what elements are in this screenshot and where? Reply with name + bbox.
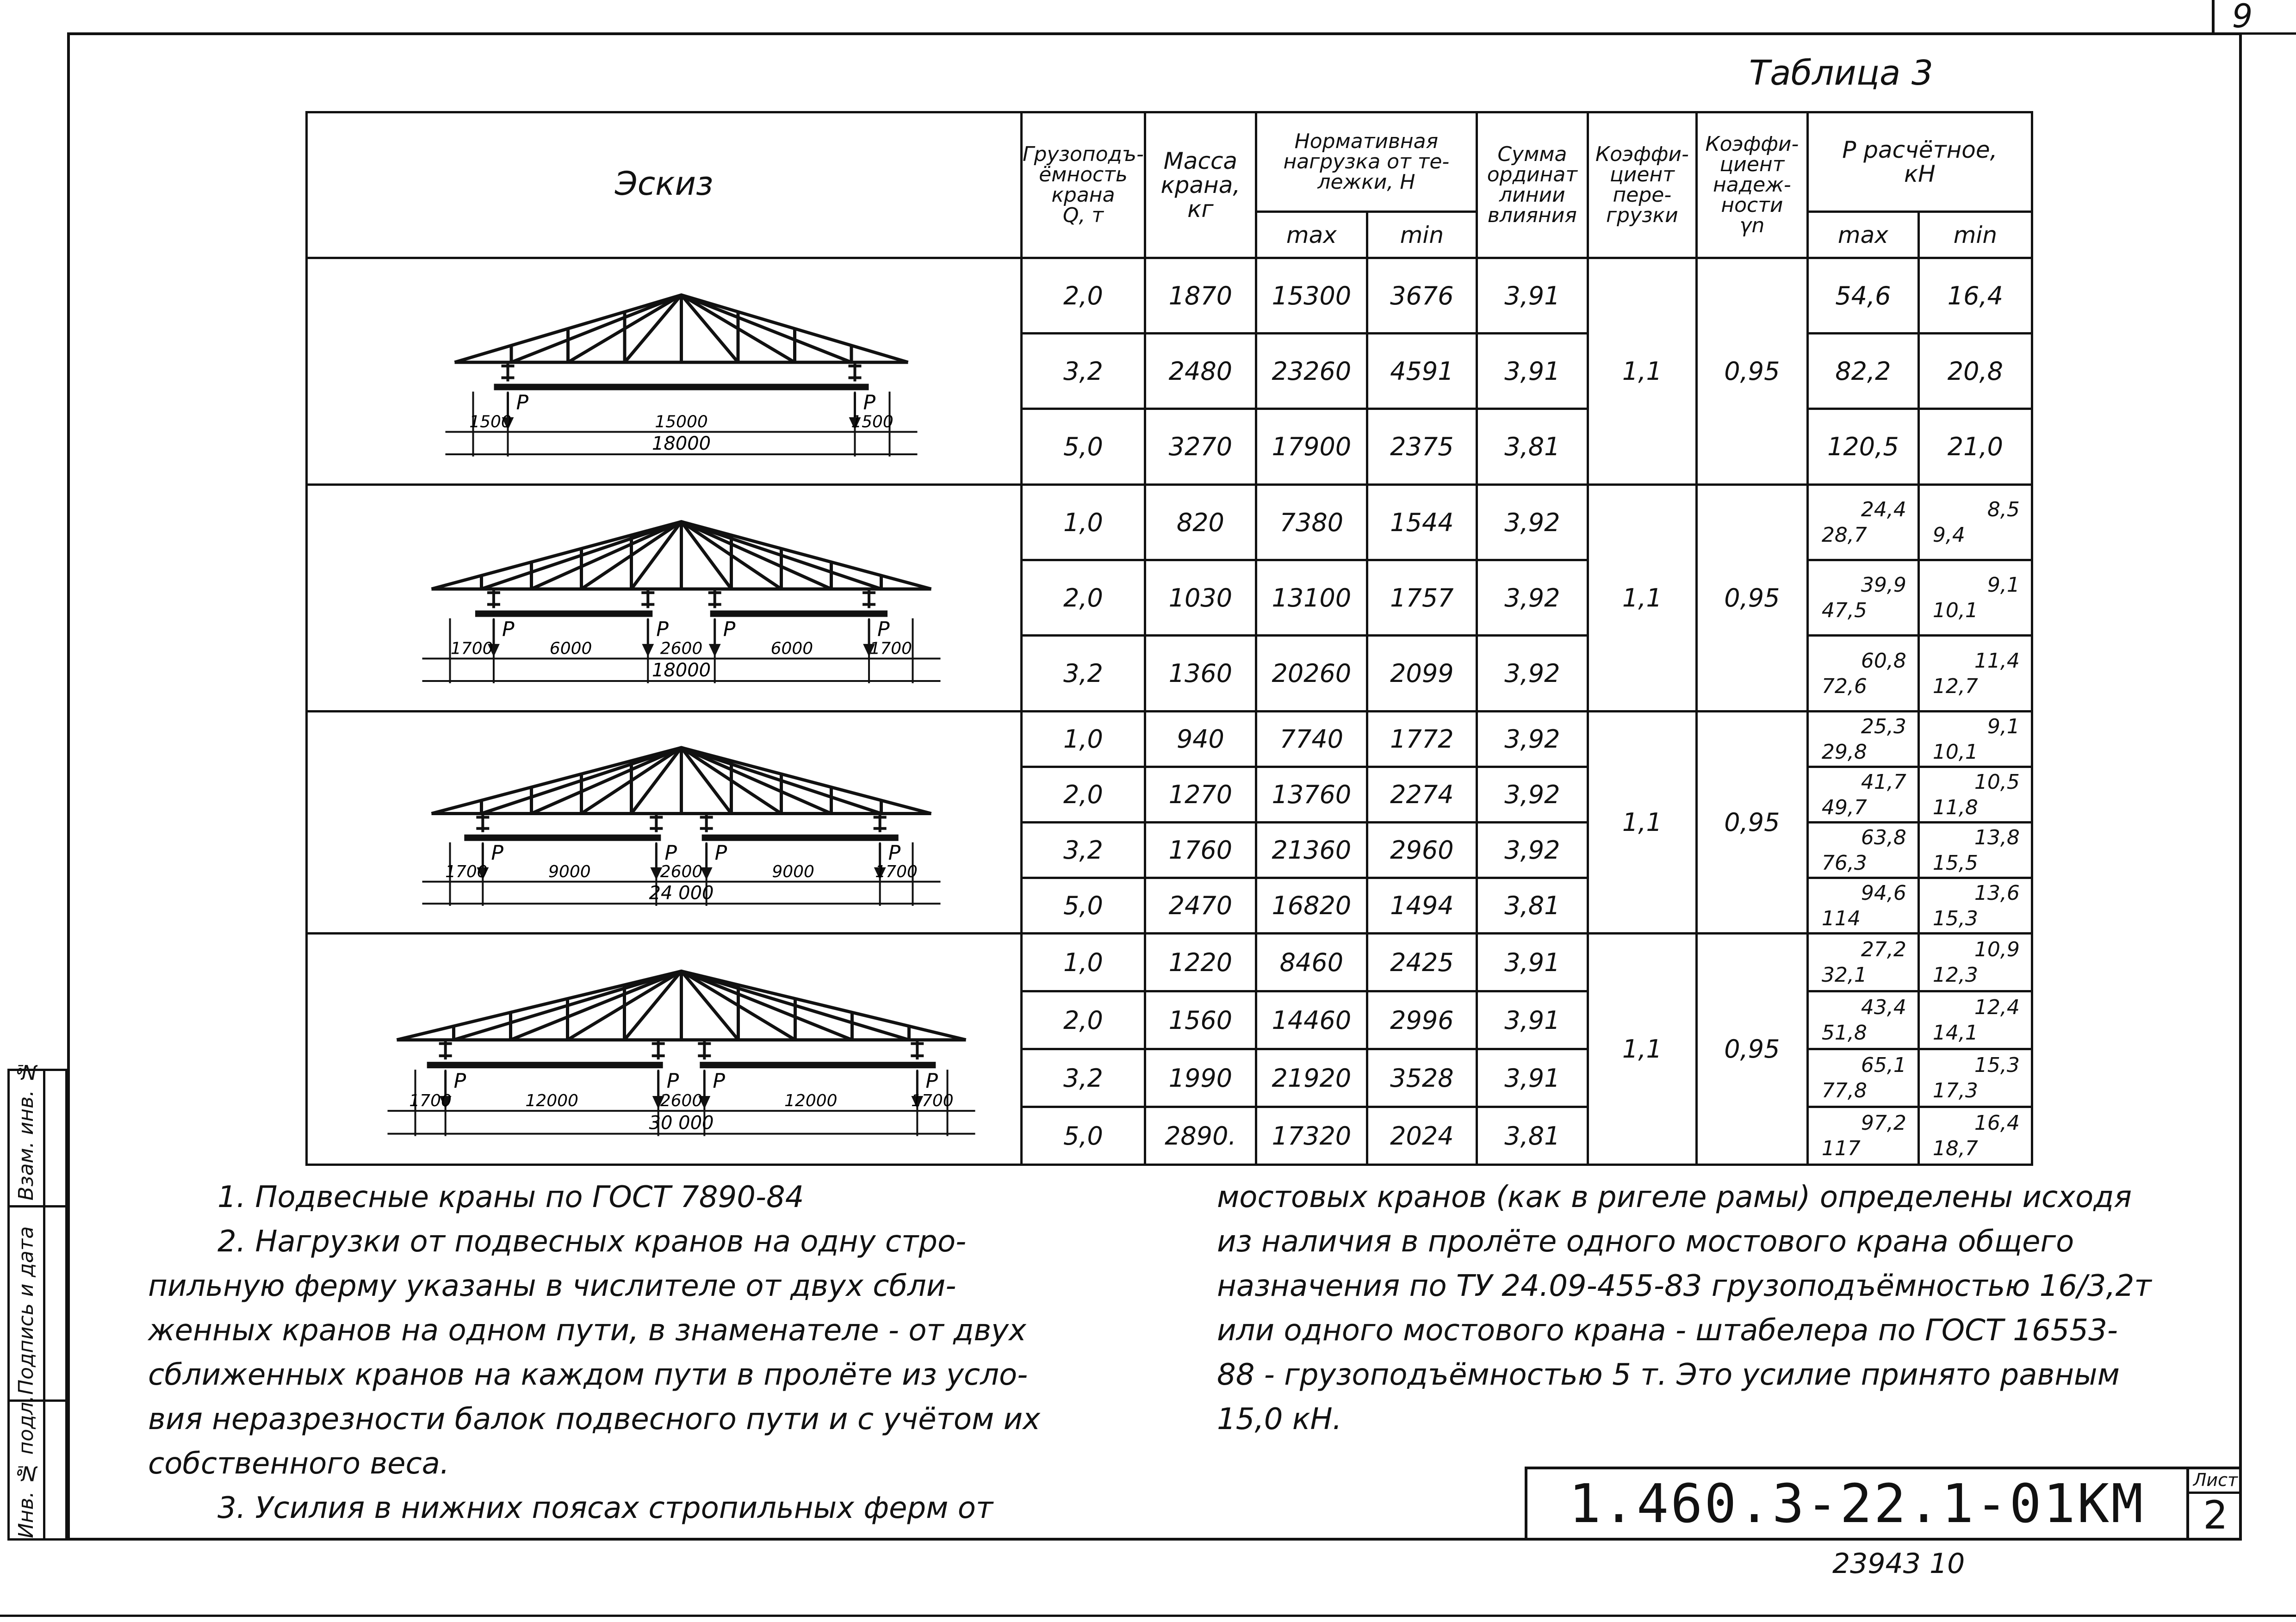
design-load-min xyxy=(1918,767,2032,823)
design-load-max xyxy=(1807,767,1918,823)
note-line: 15,0 кН. xyxy=(1217,1402,1342,1436)
denominator: 11,4 xyxy=(1974,649,2020,673)
archive-number: 23943 10 xyxy=(1832,1548,1965,1580)
load-label: P xyxy=(664,841,677,865)
sheet-number-box xyxy=(2186,1467,2242,1541)
header-reliability-factor: Коэффи- циент надеж- ности γn xyxy=(1696,112,1807,258)
sum-ordinates: 3,92 xyxy=(1477,485,1588,560)
sum-ordinates: 3,91 xyxy=(1477,1049,1588,1107)
crane-capacity: 2,0 xyxy=(1022,560,1145,636)
denominator: 13,8 xyxy=(1974,825,2020,849)
crane-capacity: 3,2 xyxy=(1022,1049,1145,1107)
design-load-max: 82,2 xyxy=(1807,334,1918,409)
notes-right xyxy=(1217,1175,2212,1442)
crane-mass: 2470 xyxy=(1145,878,1256,934)
note-line: или одного мостового крана - штабелера по ГОСТ 16553- xyxy=(1217,1313,2118,1348)
crane-hanger xyxy=(439,1040,452,1059)
design-load-min: 16,4 xyxy=(1918,258,2032,334)
load-label: P xyxy=(877,617,890,641)
crane-capacity: 2,0 xyxy=(1022,258,1145,334)
load-max: 17320 xyxy=(1256,1107,1367,1165)
numerator: 47,5 xyxy=(1821,599,1867,622)
crane-hanger xyxy=(476,814,489,832)
header-sketch: Эскиз xyxy=(307,112,1022,258)
load-min: 2425 xyxy=(1367,934,1477,991)
dimension-label: 1700 xyxy=(875,862,918,881)
load-label: P xyxy=(656,617,669,641)
side-stamp xyxy=(7,1060,68,1541)
denominator: 16,4 xyxy=(1974,1111,2020,1135)
crane-capacity: 5,0 xyxy=(1022,1107,1145,1165)
design-load-max xyxy=(1807,1049,1918,1107)
note-line: 1. Подвесные краны по ГОСТ 7890-84 xyxy=(217,1180,804,1214)
crane-capacity: 2,0 xyxy=(1022,991,1145,1049)
denominator: 13,6 xyxy=(1974,881,2020,905)
truss-sketch xyxy=(308,486,1018,710)
overload-factor: 1,1 xyxy=(1588,258,1696,485)
crane-hanger xyxy=(863,589,875,608)
design-load-min xyxy=(1918,560,2032,636)
overload-factor: 1,1 xyxy=(1588,712,1696,934)
note-line: собственного веса. xyxy=(148,1447,450,1481)
design-load-max xyxy=(1807,712,1918,767)
truss-sketch-cell xyxy=(307,712,1022,934)
table-title: Таблица 3 xyxy=(1749,53,1933,93)
overload-factor: 1,1 xyxy=(1588,934,1696,1165)
crane-hanger xyxy=(849,362,862,381)
load-min: 2960 xyxy=(1367,823,1477,878)
numerator: 12,7 xyxy=(1932,674,1978,698)
dimension-label: 9000 xyxy=(548,862,591,881)
design-load-min xyxy=(1918,485,2032,560)
crane-mass: 1760 xyxy=(1145,823,1256,878)
sheet-label: Лист xyxy=(2189,1469,2242,1494)
dimension-label: 9000 xyxy=(772,862,814,881)
load-label: P xyxy=(713,1069,725,1093)
load-min: 2024 xyxy=(1367,1107,1477,1165)
numerator: 12,3 xyxy=(1932,963,1978,987)
overload-factor: 1,1 xyxy=(1588,485,1696,712)
reliability-factor: 0,95 xyxy=(1696,712,1807,934)
drawing-code: 1.460.3-22.1-01КМ xyxy=(1525,1467,2186,1541)
load-min: 1494 xyxy=(1367,878,1477,934)
crane-mass: 1990 xyxy=(1145,1049,1256,1107)
dimension-label: 2600 xyxy=(660,862,703,881)
side-stamp-inventory: Инв. № подл. xyxy=(14,1395,38,1538)
dimension-label: 1500 xyxy=(851,412,894,432)
denominator: 63,8 xyxy=(1861,825,1906,849)
sheet-corner-number: 9 xyxy=(2212,0,2270,35)
numerator: 72,6 xyxy=(1821,674,1867,698)
load-max: 21360 xyxy=(1256,823,1367,878)
reliability-factor: 0,95 xyxy=(1696,258,1807,485)
crane-hanger xyxy=(700,814,713,832)
dimension-label: 12000 xyxy=(525,1091,578,1111)
crane-capacity: 2,0 xyxy=(1022,767,1145,823)
crane-mass: 1870 xyxy=(1145,258,1256,334)
denominator: 9,1 xyxy=(1987,714,2020,738)
numerator: 29,8 xyxy=(1821,740,1867,764)
crane-mass: 820 xyxy=(1145,485,1256,560)
sum-ordinates: 3,92 xyxy=(1477,823,1588,878)
numerator: 114 xyxy=(1821,906,1861,930)
sum-ordinates: 3,91 xyxy=(1477,258,1588,334)
note-line: из наличия в пролёте одного мостового крана общего xyxy=(1217,1225,2074,1259)
load-min: 1544 xyxy=(1367,485,1477,560)
load-label: P xyxy=(502,617,515,641)
design-load-min xyxy=(1918,712,2032,767)
crane-mass: 2480 xyxy=(1145,334,1256,409)
crane-capacity: 1,0 xyxy=(1022,712,1145,767)
dimension-label: 1700 xyxy=(445,862,488,881)
dimension-label: 15000 xyxy=(655,412,708,432)
note-line: сближенных кранов на каждом пути в пролёте из усло- xyxy=(148,1358,1028,1392)
design-load-max xyxy=(1807,878,1918,934)
denominator: 24,4 xyxy=(1861,498,1906,521)
note-line: женных кранов на одном пути, в знаменателе - от двух xyxy=(148,1313,1026,1348)
truss-sketch-cell xyxy=(307,258,1022,485)
numerator: 117 xyxy=(1821,1137,1861,1160)
load-max: 7380 xyxy=(1256,485,1367,560)
notes-left xyxy=(148,1175,1171,1530)
crane-hanger xyxy=(708,589,721,608)
header-sum-ordinates: Сумма ординат линии влияния xyxy=(1477,112,1588,258)
sum-ordinates: 3,92 xyxy=(1477,560,1588,636)
crane-capacity: 1,0 xyxy=(1022,485,1145,560)
numerator: 18,7 xyxy=(1932,1137,1978,1160)
table-row xyxy=(307,712,2032,767)
dimension-label: 1700 xyxy=(409,1091,452,1111)
load-label: P xyxy=(863,390,876,415)
numerator: 77,8 xyxy=(1821,1079,1867,1102)
load-label: P xyxy=(925,1069,938,1093)
crane-mass: 1560 xyxy=(1145,991,1256,1049)
header-overload-factor: Коэффи- циент пере- грузки xyxy=(1588,112,1696,258)
design-load-max xyxy=(1807,560,1918,636)
note-line: 88 - грузоподъёмностью 5 т. Это усилие принято равным xyxy=(1217,1358,2120,1392)
crane-capacity: 1,0 xyxy=(1022,934,1145,991)
design-load-max xyxy=(1807,934,1918,991)
load-max: 7740 xyxy=(1256,712,1367,767)
load-label: P xyxy=(714,841,727,865)
denominator: 27,2 xyxy=(1861,938,1906,961)
load-max: 13760 xyxy=(1256,767,1367,823)
load-max: 21920 xyxy=(1256,1049,1367,1107)
sum-ordinates: 3,81 xyxy=(1477,878,1588,934)
crane-hanger xyxy=(641,589,654,608)
denominator: 41,7 xyxy=(1861,770,1906,794)
table-row xyxy=(307,258,2032,334)
denominator: 43,4 xyxy=(1861,996,1906,1019)
numerator: 15,3 xyxy=(1932,906,1978,930)
load-max: 8460 xyxy=(1256,934,1367,991)
sum-ordinates: 3,81 xyxy=(1477,1107,1588,1165)
numerator: 49,7 xyxy=(1821,795,1867,819)
load-min: 2099 xyxy=(1367,636,1477,712)
dimension-label: 6000 xyxy=(549,639,592,658)
design-load-min xyxy=(1918,878,2032,934)
crane-load-table xyxy=(305,111,2033,1166)
dimension-label: 2600 xyxy=(660,639,703,658)
load-max: 17900 xyxy=(1256,409,1367,485)
design-load-min xyxy=(1918,991,2032,1049)
dimension-label: 1700 xyxy=(450,639,493,658)
dimension-label: 6000 xyxy=(770,639,813,658)
design-load-max xyxy=(1807,823,1918,878)
header-design-load: P расчётное, кН xyxy=(1807,112,2032,212)
denominator: 65,1 xyxy=(1861,1053,1906,1077)
note-line: мостовых кранов (как в ригеле рамы) определены исходя xyxy=(1217,1180,2132,1214)
design-load-max xyxy=(1807,991,1918,1049)
denominator: 12,4 xyxy=(1974,996,2020,1019)
load-min: 4591 xyxy=(1367,334,1477,409)
truss-sketch-cell xyxy=(307,485,1022,712)
design-load-max xyxy=(1807,1107,1918,1165)
crane-hanger xyxy=(487,589,500,608)
truss-sketch xyxy=(308,259,1018,483)
header-load-max: max xyxy=(1256,212,1367,258)
numerator: 10,1 xyxy=(1932,599,1978,622)
crane-hanger xyxy=(698,1040,711,1059)
dimension-label: 1700 xyxy=(869,639,912,658)
design-load-min xyxy=(1918,934,2032,991)
side-stamp-divider xyxy=(43,1071,45,1538)
reliability-factor: 0,95 xyxy=(1696,485,1807,712)
truss-sketch xyxy=(308,712,1018,932)
side-stamp-replacement: Взам. инв. № xyxy=(14,1060,38,1201)
load-min: 2274 xyxy=(1367,767,1477,823)
load-max: 16820 xyxy=(1256,878,1367,934)
numerator: 10,1 xyxy=(1932,740,1978,764)
design-load-min xyxy=(1918,636,2032,712)
crane-capacity: 3,2 xyxy=(1022,823,1145,878)
design-load-max xyxy=(1807,636,1918,712)
numerator: 9,4 xyxy=(1932,523,1965,547)
sum-ordinates: 3,81 xyxy=(1477,409,1588,485)
crane-hanger xyxy=(650,814,663,832)
load-min: 1757 xyxy=(1367,560,1477,636)
note-line: 2. Нагрузки от подвесных кранов на одну стро- xyxy=(217,1225,967,1259)
truss-sketch xyxy=(308,935,1018,1164)
load-max: 23260 xyxy=(1256,334,1367,409)
design-load-min: 20,8 xyxy=(1918,334,2032,409)
load-label: P xyxy=(888,841,901,865)
denominator: 8,5 xyxy=(1987,498,2020,521)
crane-mass: 1270 xyxy=(1145,767,1256,823)
crane-mass: 1030 xyxy=(1145,560,1256,636)
table-row xyxy=(307,485,2032,560)
design-load-min xyxy=(1918,1049,2032,1107)
header-design-max: max xyxy=(1807,212,1918,258)
truss-sketch-cell xyxy=(307,934,1022,1165)
numerator: 28,7 xyxy=(1821,523,1867,547)
total-dimension-label: 24 000 xyxy=(649,882,714,904)
design-load-min xyxy=(1918,823,2032,878)
denominator: 10,5 xyxy=(1974,770,2020,794)
side-stamp-signature: Подпись и дата xyxy=(14,1226,38,1395)
header-capacity: Грузоподъ- ёмность крана Q, т xyxy=(1022,112,1145,258)
sheet-number: 2 xyxy=(2203,1492,2228,1538)
crane-mass: 1220 xyxy=(1145,934,1256,991)
side-stamp-divider xyxy=(10,1205,65,1207)
numerator: 32,1 xyxy=(1821,963,1867,987)
design-load-min: 21,0 xyxy=(1918,409,2032,485)
crane-capacity: 5,0 xyxy=(1022,409,1145,485)
sum-ordinates: 3,91 xyxy=(1477,991,1588,1049)
numerator: 76,3 xyxy=(1821,851,1867,875)
numerator: 17,3 xyxy=(1932,1079,1978,1102)
crane-mass: 2890. xyxy=(1145,1107,1256,1165)
crane-hanger xyxy=(874,814,887,832)
load-label: P xyxy=(453,1069,466,1093)
load-max: 14460 xyxy=(1256,991,1367,1049)
crane-mass: 3270 xyxy=(1145,409,1256,485)
bottom-border-line xyxy=(0,1615,2296,1617)
denominator: 9,1 xyxy=(1987,573,2020,597)
load-min: 2375 xyxy=(1367,409,1477,485)
design-load-max xyxy=(1807,485,1918,560)
note-line: пильную ферму указаны в числителе от двух сбли- xyxy=(148,1269,956,1303)
numerator: 51,8 xyxy=(1821,1021,1867,1045)
numerator: 11,8 xyxy=(1932,795,1978,819)
numerator: 15,5 xyxy=(1932,851,1978,875)
design-load-max: 120,5 xyxy=(1807,409,1918,485)
sum-ordinates: 3,92 xyxy=(1477,636,1588,712)
denominator: 25,3 xyxy=(1861,714,1906,738)
crane-capacity: 5,0 xyxy=(1022,878,1145,934)
load-label: P xyxy=(666,1069,679,1093)
note-line: назначения по ТУ 24.09-455-83 грузоподъёмностью 16/3,2т xyxy=(1217,1269,2152,1303)
load-label: P xyxy=(723,617,736,641)
sum-ordinates: 3,91 xyxy=(1477,334,1588,409)
denominator: 39,9 xyxy=(1861,573,1906,597)
header-normative-load: Нормативная нагрузка от те- лежки, Н xyxy=(1256,112,1477,212)
crane-mass: 1360 xyxy=(1145,636,1256,712)
dimension-label: 2600 xyxy=(660,1091,703,1111)
load-max: 20260 xyxy=(1256,636,1367,712)
total-dimension-label: 18000 xyxy=(652,433,711,454)
note-line: 3. Усилия в нижних поясах стропильных ферм от xyxy=(217,1491,993,1525)
reliability-factor: 0,95 xyxy=(1696,934,1807,1165)
total-dimension-label: 18000 xyxy=(652,659,711,681)
crane-hanger xyxy=(911,1040,924,1059)
load-max: 13100 xyxy=(1256,560,1367,636)
sum-ordinates: 3,92 xyxy=(1477,767,1588,823)
crane-capacity: 3,2 xyxy=(1022,334,1145,409)
crane-mass: 940 xyxy=(1145,712,1256,767)
dimension-label: 1500 xyxy=(469,412,512,432)
load-min: 3528 xyxy=(1367,1049,1477,1107)
load-min: 3676 xyxy=(1367,258,1477,334)
total-dimension-label: 30 000 xyxy=(649,1112,714,1134)
design-load-min xyxy=(1918,1107,2032,1165)
dimension-label: 1700 xyxy=(911,1091,954,1111)
design-load-max: 54,6 xyxy=(1807,258,1918,334)
table-row xyxy=(307,934,2032,991)
load-max: 15300 xyxy=(1256,258,1367,334)
denominator: 15,3 xyxy=(1974,1053,2020,1077)
note-line: вия неразрезности балок подвесного пути и с учётом их xyxy=(148,1402,1041,1436)
numerator: 14,1 xyxy=(1932,1021,1978,1045)
truss-web-member xyxy=(682,295,852,363)
crane-hanger xyxy=(502,362,515,381)
crane-hanger xyxy=(652,1040,665,1059)
sum-ordinates: 3,92 xyxy=(1477,712,1588,767)
header-load-min: min xyxy=(1367,212,1477,258)
denominator: 10,9 xyxy=(1974,938,2020,961)
truss-web-member xyxy=(511,295,682,363)
denominator: 94,6 xyxy=(1861,881,1906,905)
load-label: P xyxy=(516,390,529,415)
load-min: 2996 xyxy=(1367,991,1477,1049)
load-label: P xyxy=(491,841,503,865)
header-mass: Масса крана, кг xyxy=(1145,112,1256,258)
dimension-label: 12000 xyxy=(784,1091,838,1111)
header-design-min: min xyxy=(1918,212,2032,258)
crane-capacity: 3,2 xyxy=(1022,636,1145,712)
denominator: 97,2 xyxy=(1861,1111,1906,1135)
denominator: 60,8 xyxy=(1861,649,1906,673)
sum-ordinates: 3,91 xyxy=(1477,934,1588,991)
load-min: 1772 xyxy=(1367,712,1477,767)
